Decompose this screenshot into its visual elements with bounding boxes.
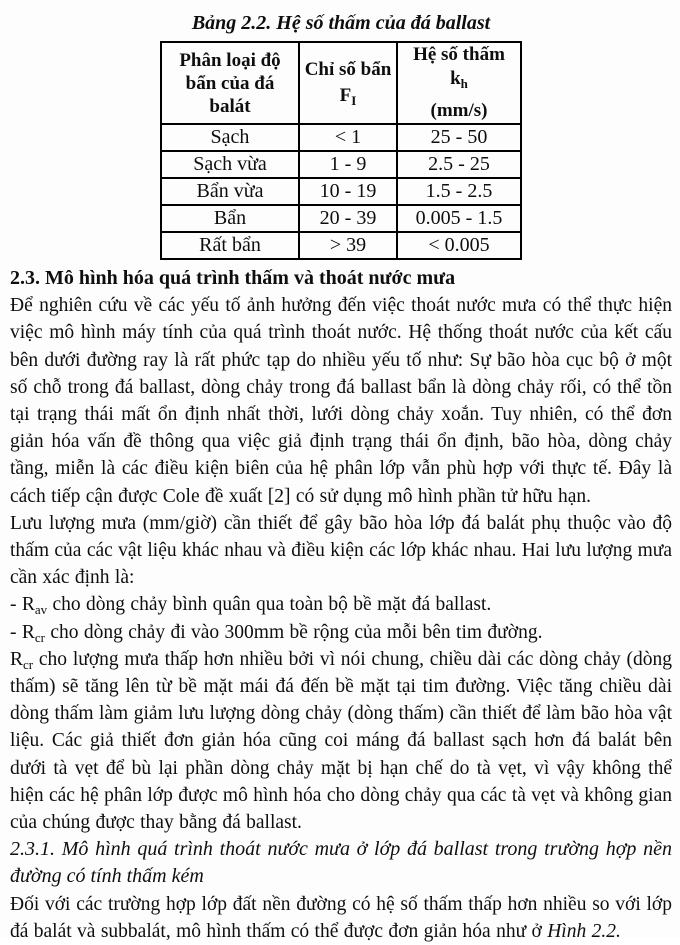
table-row	[161, 151, 521, 178]
table-cell: < 1	[299, 124, 397, 151]
table-cell: 10 - 19	[299, 178, 397, 205]
table-cell: < 0.005	[397, 232, 521, 259]
table-cell: Sạch vừa	[161, 151, 299, 178]
table-caption: Bảng 2.2. Hệ số thấm của đá ballast	[191, 12, 491, 34]
paragraph-rainfall-rates: Lưu lượng mưa (mm/giờ) cần thiết để gây bão hòa lớp đá balát phụ thuộc vào độ thấm của các vật liệu khác nhau và điều kiện các lớp khác nhau. Hai lưu lượng mưa cần xác định là:	[10, 512, 672, 589]
header-cell-classification: Phân loại độ bẩn của đá balát	[161, 42, 299, 124]
paragraph-low-permeability-case: Đối với các trường hợp lớp đất nền đường có hệ số thấm thấp hơn nhiều so với lớp đá balát và subbalát, mô hình thấm có thể được đơn giản hóa như ở Hình 2.2.	[10, 893, 672, 942]
table-cell: Bẩn	[161, 205, 299, 232]
bullet-rav: - $R_{av}$ cho dòng chảy bình quân qua toàn bộ bề mặt đá ballast.	[10, 594, 492, 618]
header-cell-permeability: Hệ số thấm $k_h$ (mm/s)	[397, 42, 521, 124]
bullet-rcr: - $R_{cr}$ cho dòng chảy đi vào 300mm bề rộng của mỗi bên tim đường.	[10, 621, 543, 645]
table-row	[161, 178, 521, 205]
table-cell: Bẩn vừa	[161, 178, 299, 205]
table-cell: Sạch	[161, 124, 299, 151]
table-cell: Rất bẩn	[161, 232, 299, 259]
table-cell: 1 - 9	[299, 151, 397, 178]
section-heading: 2.3. Mô hình hóa quá trình thấm và thoát nước mưa	[10, 267, 456, 289]
header-cell-fouling-index: Chỉ số bẩn $F_I$	[299, 42, 397, 124]
table-cell: 0.005 - 1.5	[397, 205, 521, 232]
subsection-heading: 2.3.1. Mô hình quá trình thoát nước mưa ở lớp đá ballast trong trường hợp nền đường có tính thấm kém	[10, 838, 672, 888]
table-cell: > 39	[299, 232, 397, 259]
table-cell: 1.5 - 2.5	[397, 178, 521, 205]
ballast-permeability-table	[160, 41, 522, 260]
table-header-row	[161, 42, 521, 124]
figure-reference: Hình 2.2.	[547, 920, 621, 942]
paragraph-modeling-intro: Để nghiên cứu về các yếu tố ảnh hưởng đến việc thoát nước mưa có thể thực hiện việc mô hình máy tính của quá trình thoát nước. Hệ thống thoát nước của kết cấu bên dưới đường ray là rất phức tạp do nhiều yếu tố như: Sự bão hòa cục bộ ở một số chỗ trong đá ballast, dòng chảy trong đá ballast bẩn là dòng chảy rối, có thể tồn tại trạng thái mất ổn định nhất thời, lưới dòng chảy xoắn. Tuy nhiên, có thể đơn giản hóa vấn đề thông qua việc giả định trạng thái ổn định, bão hòa, dòng chảy tầng, miễn là các điều kiện biên của hệ phân lớp vẫn phù hợp với thực tế. Đây là cách tiếp cận được Cole đề xuất [2] có sử dụng mô hình phần tử hữu hạn.	[10, 295, 672, 507]
table-cell: 25 - 50	[397, 124, 521, 151]
table-row	[161, 124, 521, 151]
table-row	[161, 232, 521, 259]
paragraph-rcr-explanation: $R_{cr}$ cho lượng mưa thấp hơn nhiều bởi vì nói chung, chiều dài các dòng chảy (dòng thấm) sẽ tăng lên từ bề mặt mái đá đến bề mặt tại tim đường. Việc tăng chiều dài dòng thấm làm giảm lưu lượng dòng chảy (dòng thấm) cần thiết để làm bão hòa vật liệu. Các giả thiết đơn giản hóa cũng coi máng đá ballast sạch hơn đá balát bên dưới tà vẹt để bù lại phần dòng chảy mặt bị hạn chế do tà vẹt, vì vậy không thể hiện các hệ phân lớp được mô hình hóa cho dòng chảy qua các tà vẹt và không gian của chúng được thay bằng đá ballast.	[10, 648, 672, 834]
table-row	[161, 205, 521, 232]
table-cell: 20 - 39	[299, 205, 397, 232]
table-cell: 2.5 - 25	[397, 151, 521, 178]
